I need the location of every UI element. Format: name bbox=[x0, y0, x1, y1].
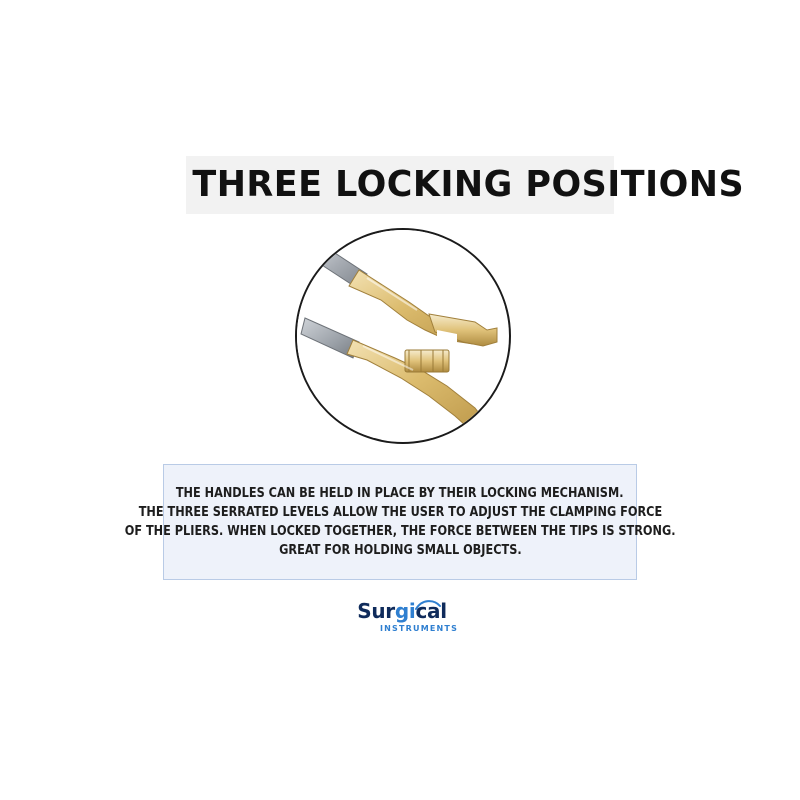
photo-circle-frame bbox=[295, 228, 511, 444]
description-box bbox=[124, 464, 676, 580]
brand-logo bbox=[337, 601, 467, 641]
title-banner bbox=[186, 156, 745, 214]
brand-subtitle: INSTRUMENTS bbox=[379, 624, 459, 633]
pliers-handles-illustration bbox=[297, 230, 505, 438]
brand-wordmark bbox=[357, 601, 447, 621]
page-title: THREE LOCKING POSITIONS bbox=[192, 164, 745, 205]
brand-word-accent: gi bbox=[394, 599, 416, 623]
description-line-3: OF THE PLIERS. WHEN LOCKED TOGETHER, THE FORCE BETWEEN THE TIPS IS STRONG. bbox=[124, 523, 676, 539]
brand-word-suffix: cal bbox=[415, 599, 447, 623]
swoosh-icon bbox=[415, 598, 441, 612]
product-photo bbox=[295, 228, 511, 444]
brand-word-prefix: Sur bbox=[357, 599, 395, 623]
description-line-2: THE THREE SERRATED LEVELS ALLOW THE USER TO ADJUST THE CLAMPING FORCE bbox=[138, 504, 662, 520]
description-line-1: THE HANDLES CAN BE HELD IN PLACE BY THEIR LOCKING MECHANISM. bbox=[176, 485, 624, 501]
description-line-4: GREAT FOR HOLDING SMALL OBJECTS. bbox=[278, 542, 522, 558]
